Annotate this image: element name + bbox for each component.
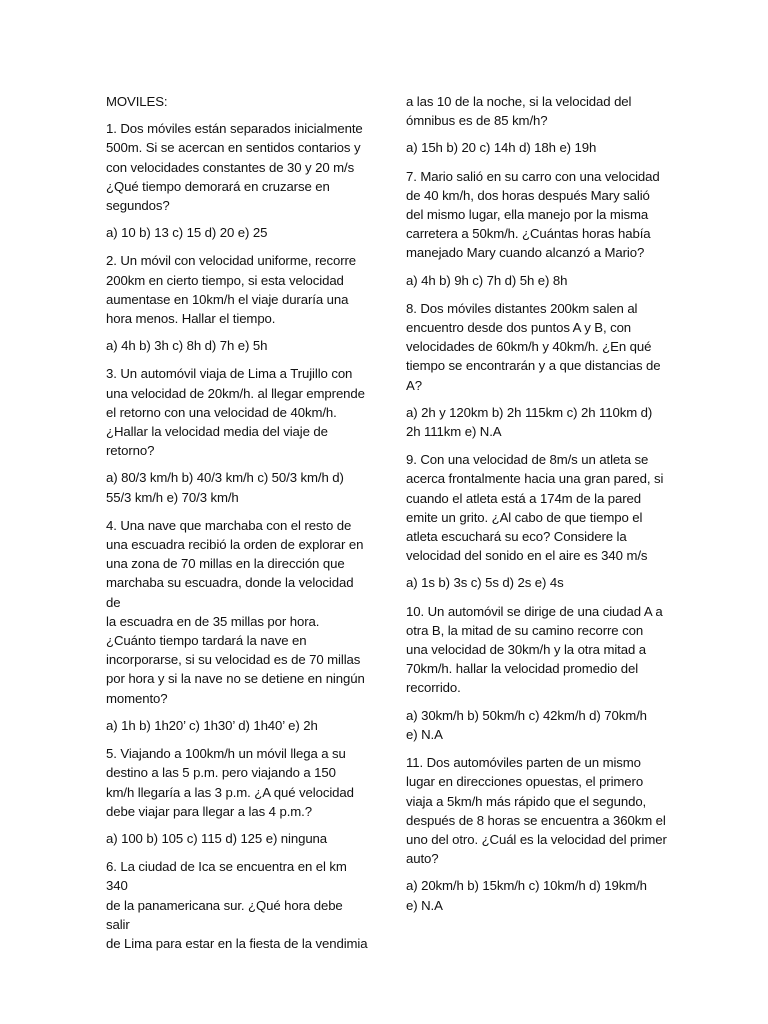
question-7-options: a) 4h b) 9h c) 7h d) 5h e) 8h — [406, 272, 568, 288]
question-5-options: a) 100 b) 105 c) 115 d) 125 e) ninguna — [106, 830, 328, 846]
question-10-options: a) 30km/h b) 50km/h c) 42km/h d) 70km/h e) N.A — [406, 707, 647, 742]
question-2-options: a) 4h b) 3h c) 8h d) 7h e) 5h — [106, 338, 268, 354]
question-6-text: 6. La ciudad de Ica se encuentra en el km 340 de la panamericana sur. ¿Qué hora debe salir de Lima para estar en la fiesta de la vendimia — [106, 859, 368, 951]
question-11-options: a) 20km/h b) 15km/h c) 10km/h d) 19km/h e) N.A — [406, 878, 647, 913]
right-column — [406, 92, 668, 924]
page-title: MOVILES: — [106, 94, 168, 109]
question-7-text: 7. Mario salió en su carro con una velocidad de 40 km/h, dos horas después Mary salió del mismo lugar, ella manejo por la misma carretera a 50km/h. ¿Cuántas horas había manejado Mary cuando alcanzó a Mario? — [406, 168, 660, 261]
question-10-text: 10. Un automóvil se dirige de una ciudad A a otra B, la mitad de su camino recorre con una velocidad de 30km/h y la otra mitad a 70km/h. hallar la velocidad promedio del recorrido. — [406, 603, 663, 696]
question-2-text: 2. Un móvil con velocidad uniforme, recorre 200km en cierto tiempo, si esta velocidad aumentase en 10km/h el viaje duraría una hora menos. Hallar el tiempo. — [106, 253, 357, 327]
question-4-text: 4. Una nave que marchaba con el resto de una escuadra recibió la orden de explorar en una zona de 70 millas en la dirección que marchaba su escuadra, donde la velocidad de la escuadra en de 35 millas por hora. ¿Cuánto tiempo tardará la nave en incorporarse, si su velocidad es de 70 millas por hora y si la nave no se detiene en ningún momento? — [106, 517, 365, 706]
question-8-text: 8. Dos móviles distantes 200km salen al encuentro desde dos puntos A y B, con velocidades de 60km/h y 40km/h. ¿En qué tiempo se encontrarán y a que distancias de A? — [406, 300, 661, 393]
question-4-options: a) 1h b) 1h20’ c) 1h30’ d) 1h40’ e) 2h — [106, 717, 318, 733]
question-1-text: 1. Dos móviles están separados inicialmente 500m. Si se acercan en sentidos contarios y con velocidades constantes de 30 y 20 m/s ¿Qué tiempo demorará en cruzarse en segundos? — [106, 121, 363, 214]
question-9-options: a) 1s b) 3s c) 5s d) 2s e) 4s — [406, 575, 564, 591]
left-column — [106, 92, 368, 961]
question-11-text: 11. Dos automóviles parten de un mismo lugar en direcciones opuestas, el primero viaja a 5km/h más rápido que el segundo, después de 8 horas se encuentra a 360km el uno del otro. ¿Cuál es la velocidad del primer auto? — [406, 755, 667, 867]
question-6-continued-text: a las 10 de la noche, si la velocidad del ómnibus es de 85 km/h? — [406, 94, 632, 129]
question-6-options: a) 15h b) 20 c) 14h d) 18h e) 19h — [406, 140, 597, 156]
question-3-text: 3. Un automóvil viaja de Lima a Trujillo con una velocidad de 20km/h. al llegar emprende el retorno con una velocidad de 40km/h. ¿Hallar la velocidad media del viaje de retorno? — [106, 366, 365, 459]
question-9-text: 9. Con una velocidad de 8m/s un atleta se acerca frontalmente hacia una gran pared, si cuando el atleta está a 174m de la pared emite un grito. ¿Al cabo de que tiempo el atleta escuchará su eco? Considere la velocidad del sonido en el aire es 340 m/s — [406, 452, 664, 564]
question-5-text: 5. Viajando a 100km/h un móvil llega a su destino a las 5 p.m. pero viajando a 150 km/h llegaría a las 3 p.m. ¿A qué velocidad debe viajar para llegar a las 4 p.m.? — [106, 746, 354, 819]
question-1-options: a) 10 b) 13 c) 15 d) 20 e) 25 — [106, 225, 268, 241]
question-8-options: a) 2h y 120km b) 2h 115km c) 2h 110km d) 2h 111km e) N.A — [406, 404, 653, 440]
question-3-options: a) 80/3 km/h b) 40/3 km/h c) 50/3 km/h d) 55/3 km/h e) 70/3 km/h — [106, 470, 344, 505]
